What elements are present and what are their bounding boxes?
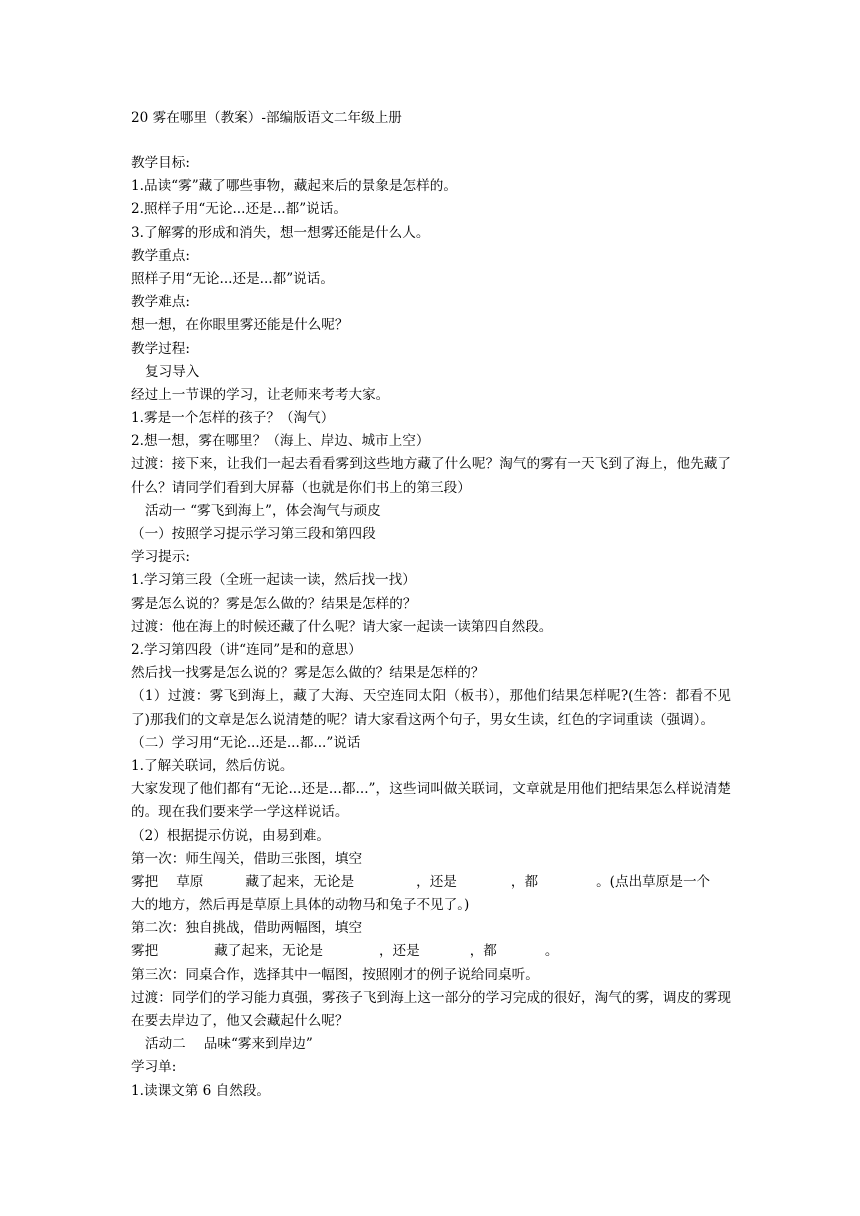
fill-text: 藏了起来，无论是 <box>245 873 355 890</box>
fill-text: 草原 <box>176 873 204 890</box>
fill-text: ，都 <box>510 873 539 890</box>
difficulty-text: 想一想，在你眼里雾还能是什么呢？ <box>131 317 349 334</box>
paragraph-line: 1.了解关联词，然后仿说。 <box>131 757 294 774</box>
paragraph-line: （2）根据提示仿说，由易到难。 <box>131 827 330 844</box>
fill-text: 雾把 <box>131 943 159 960</box>
study-paragraph-4: 2.学习第四段（讲“连同”是和的意思） <box>131 641 362 658</box>
goal-2: 2.照样子用“无论...还是...都”说话。 <box>131 201 347 218</box>
paragraph-line: 经过上一节课的学习，让老师来考考大家。 <box>131 386 390 403</box>
first-round-line: 第一次：师生闯关，借助三张图，填空 <box>131 850 363 867</box>
paragraph-line: 雾是怎么说的？雾是怎么做的？结果是怎样的？ <box>131 595 417 612</box>
transition-line: 过渡：他在海上的时候还藏了什么呢？请大家一起读一读第四自然段。 <box>131 618 553 635</box>
question-1: 1.雾是一个怎样的孩子？（淘气） <box>131 410 335 427</box>
activity-2-heading <box>131 1033 731 1056</box>
study-paragraph-3: 1.学习第三段（全班一起读一读，然后找一找） <box>131 572 416 589</box>
fill-text: 藏了起来，无论是 <box>214 943 323 960</box>
paragraph-line: 大的地方，然后再是草原上具体的动物马和兔子不见了。) <box>131 897 470 914</box>
fill-blank-line-2 <box>131 940 731 963</box>
key-point-text: 照样子用“无论...还是...都”说话。 <box>131 270 334 287</box>
fill-blank-line-1 <box>131 871 731 894</box>
second-round-line: 第二次：独自挑战，借助两幅图，填空 <box>131 920 363 937</box>
activity-2-title: 品味“雾来到岸边” <box>203 1036 313 1053</box>
heading-key-points: 教学重点: <box>131 247 190 264</box>
goal-3: 3.了解雾的形成和消失，想一想雾还能是什么人。 <box>131 224 430 241</box>
activity-2-label: 活动二 <box>145 1036 186 1053</box>
review-intro-heading: 复习导入 <box>145 363 200 380</box>
paragraph-line: 然后找一找雾是怎么说的？雾是怎么做的？结果是怎样的？ <box>131 665 485 682</box>
document-body <box>131 152 731 1103</box>
section-2-heading: （二）学习用“无论...还是...都...”说话 <box>131 734 361 751</box>
section-1-heading: （一）按照学习提示学习第三段和第四段 <box>131 526 376 543</box>
document-title: 20 雾在哪里（教案）-部编版语文二年级上册 <box>131 110 402 126</box>
heading-teaching-goals: 教学目标: <box>131 155 190 171</box>
goal-1: 1.品读“雾”藏了哪些事物，藏起来后的景象是怎样的。 <box>131 178 457 195</box>
third-round-line: 第三次：同桌合作，选择其中一幅图，按照刚才的例子说给同桌听。 <box>131 966 539 983</box>
activity-1-heading: 活动一 “雾飞到海上”，体会淘气与顽皮 <box>145 502 381 519</box>
heading-difficulties: 教学难点: <box>131 294 190 311</box>
fill-text: ，还是 <box>378 943 420 960</box>
worksheet-item-1: 1.读课文第 6 自然段。 <box>131 1082 271 1099</box>
transition-paragraph-1: 过渡：接下来，让我们一起去看看雾到这些地方藏了什么呢？淘气的雾有一天飞到了海上，他先藏了什么？请同学们看到大屏幕（也就是你们书上的第三段） <box>131 456 731 496</box>
conjunction-paragraph: 大家发现了他们都有“无论...还是...都...”，这些词叫做关联词，文章就是用他们把结果怎么样说清楚的。现在我们要来学一学这样说话。 <box>131 781 731 821</box>
question-2: 2.想一想，雾在哪里？（海上、岸边、城市上空） <box>131 433 430 450</box>
fill-text: 。(点出草原是一个 <box>596 873 711 890</box>
heading-process: 教学过程: <box>131 340 190 357</box>
transition-paragraph-3: 过渡：同学们的学习能力真强，雾孩子飞到海上这一部分的学习完成的很好，淘气的雾，调皮的雾现在要去岸边了，他又会藏起什么呢？ <box>131 989 731 1030</box>
fill-text: ，都 <box>469 943 497 960</box>
study-hint-heading: 学习提示: <box>131 549 190 566</box>
fill-text: ，还是 <box>416 873 457 890</box>
transition-paragraph-2: （1）过渡：雾飞到海上，藏了大海、天空连同太阳（板书），那他们结果怎样呢?(生答：都看不见了)那我们的文章是怎么说清楚的呢？请大家看这两个句子，男女生读，红色的字词重读（强调）。 <box>131 688 731 728</box>
worksheet-heading: 学习单: <box>131 1059 177 1076</box>
fill-text: 。 <box>544 943 559 960</box>
fill-text: 雾把 <box>131 873 159 890</box>
